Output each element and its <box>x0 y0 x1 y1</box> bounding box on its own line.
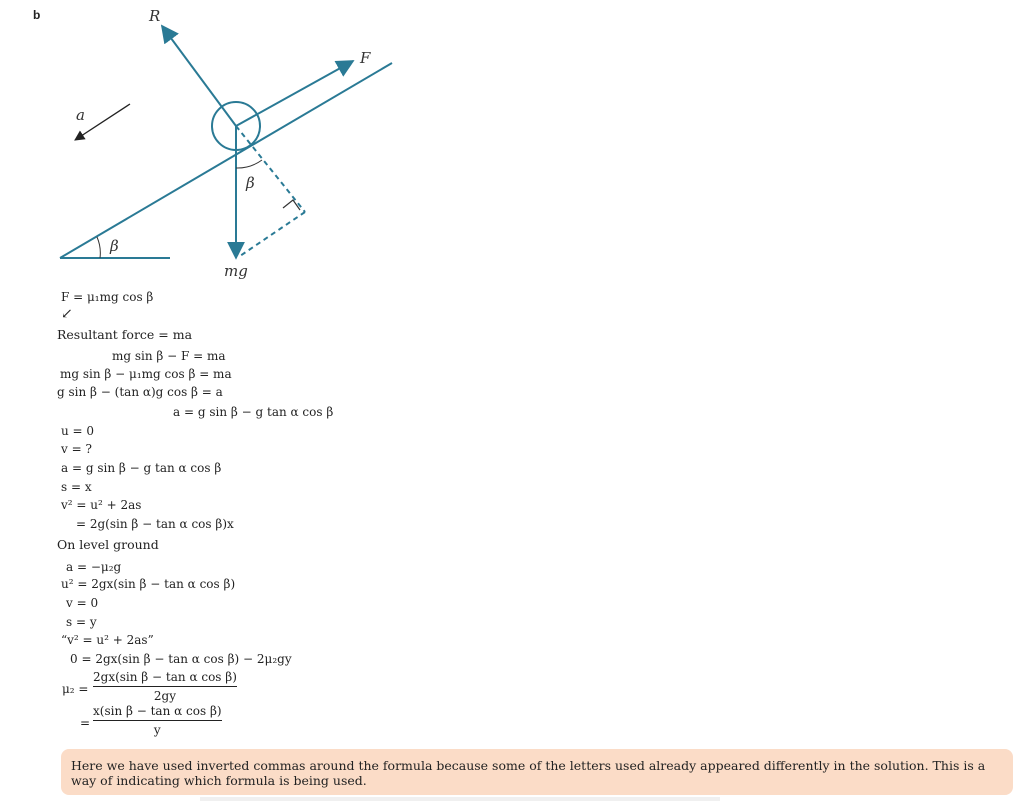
equation-1: mg sin β − F = ma <box>112 349 226 363</box>
label-R: R <box>149 7 161 25</box>
equation-4: a = g sin β − g tan α cos β <box>173 405 334 419</box>
reaction-force-arrow <box>162 26 236 126</box>
level-ground-s: s = y <box>66 615 97 629</box>
fraction-2-numerator: x(sin β − tan α cos β) <box>93 704 222 718</box>
force-diagram <box>0 0 420 290</box>
v-squared-equation: v² = u² + 2as <box>61 498 142 512</box>
suvat-a: a = g sin β − g tan α cos β <box>61 461 222 475</box>
fraction-2-denominator: y <box>153 723 161 737</box>
label-a: a <box>76 106 85 124</box>
explanation-note: Here we have used inverted commas around the formula because some of the letters used already appeared differently in the solution. This is a way of indicating which formula is being used. <box>61 749 1013 795</box>
suvat-u: u = 0 <box>61 424 95 438</box>
fraction-2-bar <box>93 720 222 721</box>
mu2-fraction-2 <box>93 704 222 737</box>
label-beta-base: β <box>110 237 119 255</box>
incline-line <box>60 63 392 258</box>
fraction-1-denominator: 2gy <box>153 689 176 703</box>
fraction-1-numerator: 2gx(sin β − tan α cos β) <box>93 670 237 684</box>
level-ground-heading: On level ground <box>57 537 159 552</box>
arrow-glyph: ↙ <box>61 306 73 322</box>
dashed-normal-component <box>236 126 305 212</box>
label-mg: mg <box>224 262 248 280</box>
label-beta-center: β <box>246 174 255 192</box>
bottom-fade-bar <box>200 797 720 801</box>
level-ground-u2: u² = 2gx(sin β − tan α cos β) <box>61 577 236 591</box>
suvat-v: v = ? <box>61 442 92 456</box>
dashed-parallel-component <box>240 212 305 256</box>
center-angle-arc <box>236 160 262 168</box>
right-angle-marker <box>283 200 300 210</box>
v-squared-result: = 2g(sin β − tan α cos β)x <box>76 517 234 531</box>
level-ground-formula: “v² = u² + 2as” <box>61 633 154 647</box>
label-F: F <box>360 49 371 67</box>
base-angle-arc <box>97 237 100 258</box>
part-label: b <box>33 8 41 22</box>
suvat-s: s = x <box>61 480 92 494</box>
friction-equation: F = μ₁mg cos β <box>61 290 154 304</box>
friction-force-arrow <box>236 61 353 126</box>
level-ground-zero-equation: 0 = 2gx(sin β − tan α cos β) − 2μ₂gy <box>70 652 292 666</box>
equals-sign: = <box>80 716 91 730</box>
level-ground-a: a = −μ₂g <box>66 560 122 574</box>
mu2-label: μ₂ = <box>62 682 89 696</box>
mu2-fraction-1 <box>93 670 237 703</box>
resultant-force-line: Resultant force = ma <box>57 327 193 342</box>
equation-3: g sin β − (tan α)g cos β = a <box>57 385 223 399</box>
level-ground-v: v = 0 <box>66 596 99 610</box>
equation-2: mg sin β − μ₁mg cos β = ma <box>60 367 232 381</box>
fraction-1-bar <box>93 686 237 687</box>
